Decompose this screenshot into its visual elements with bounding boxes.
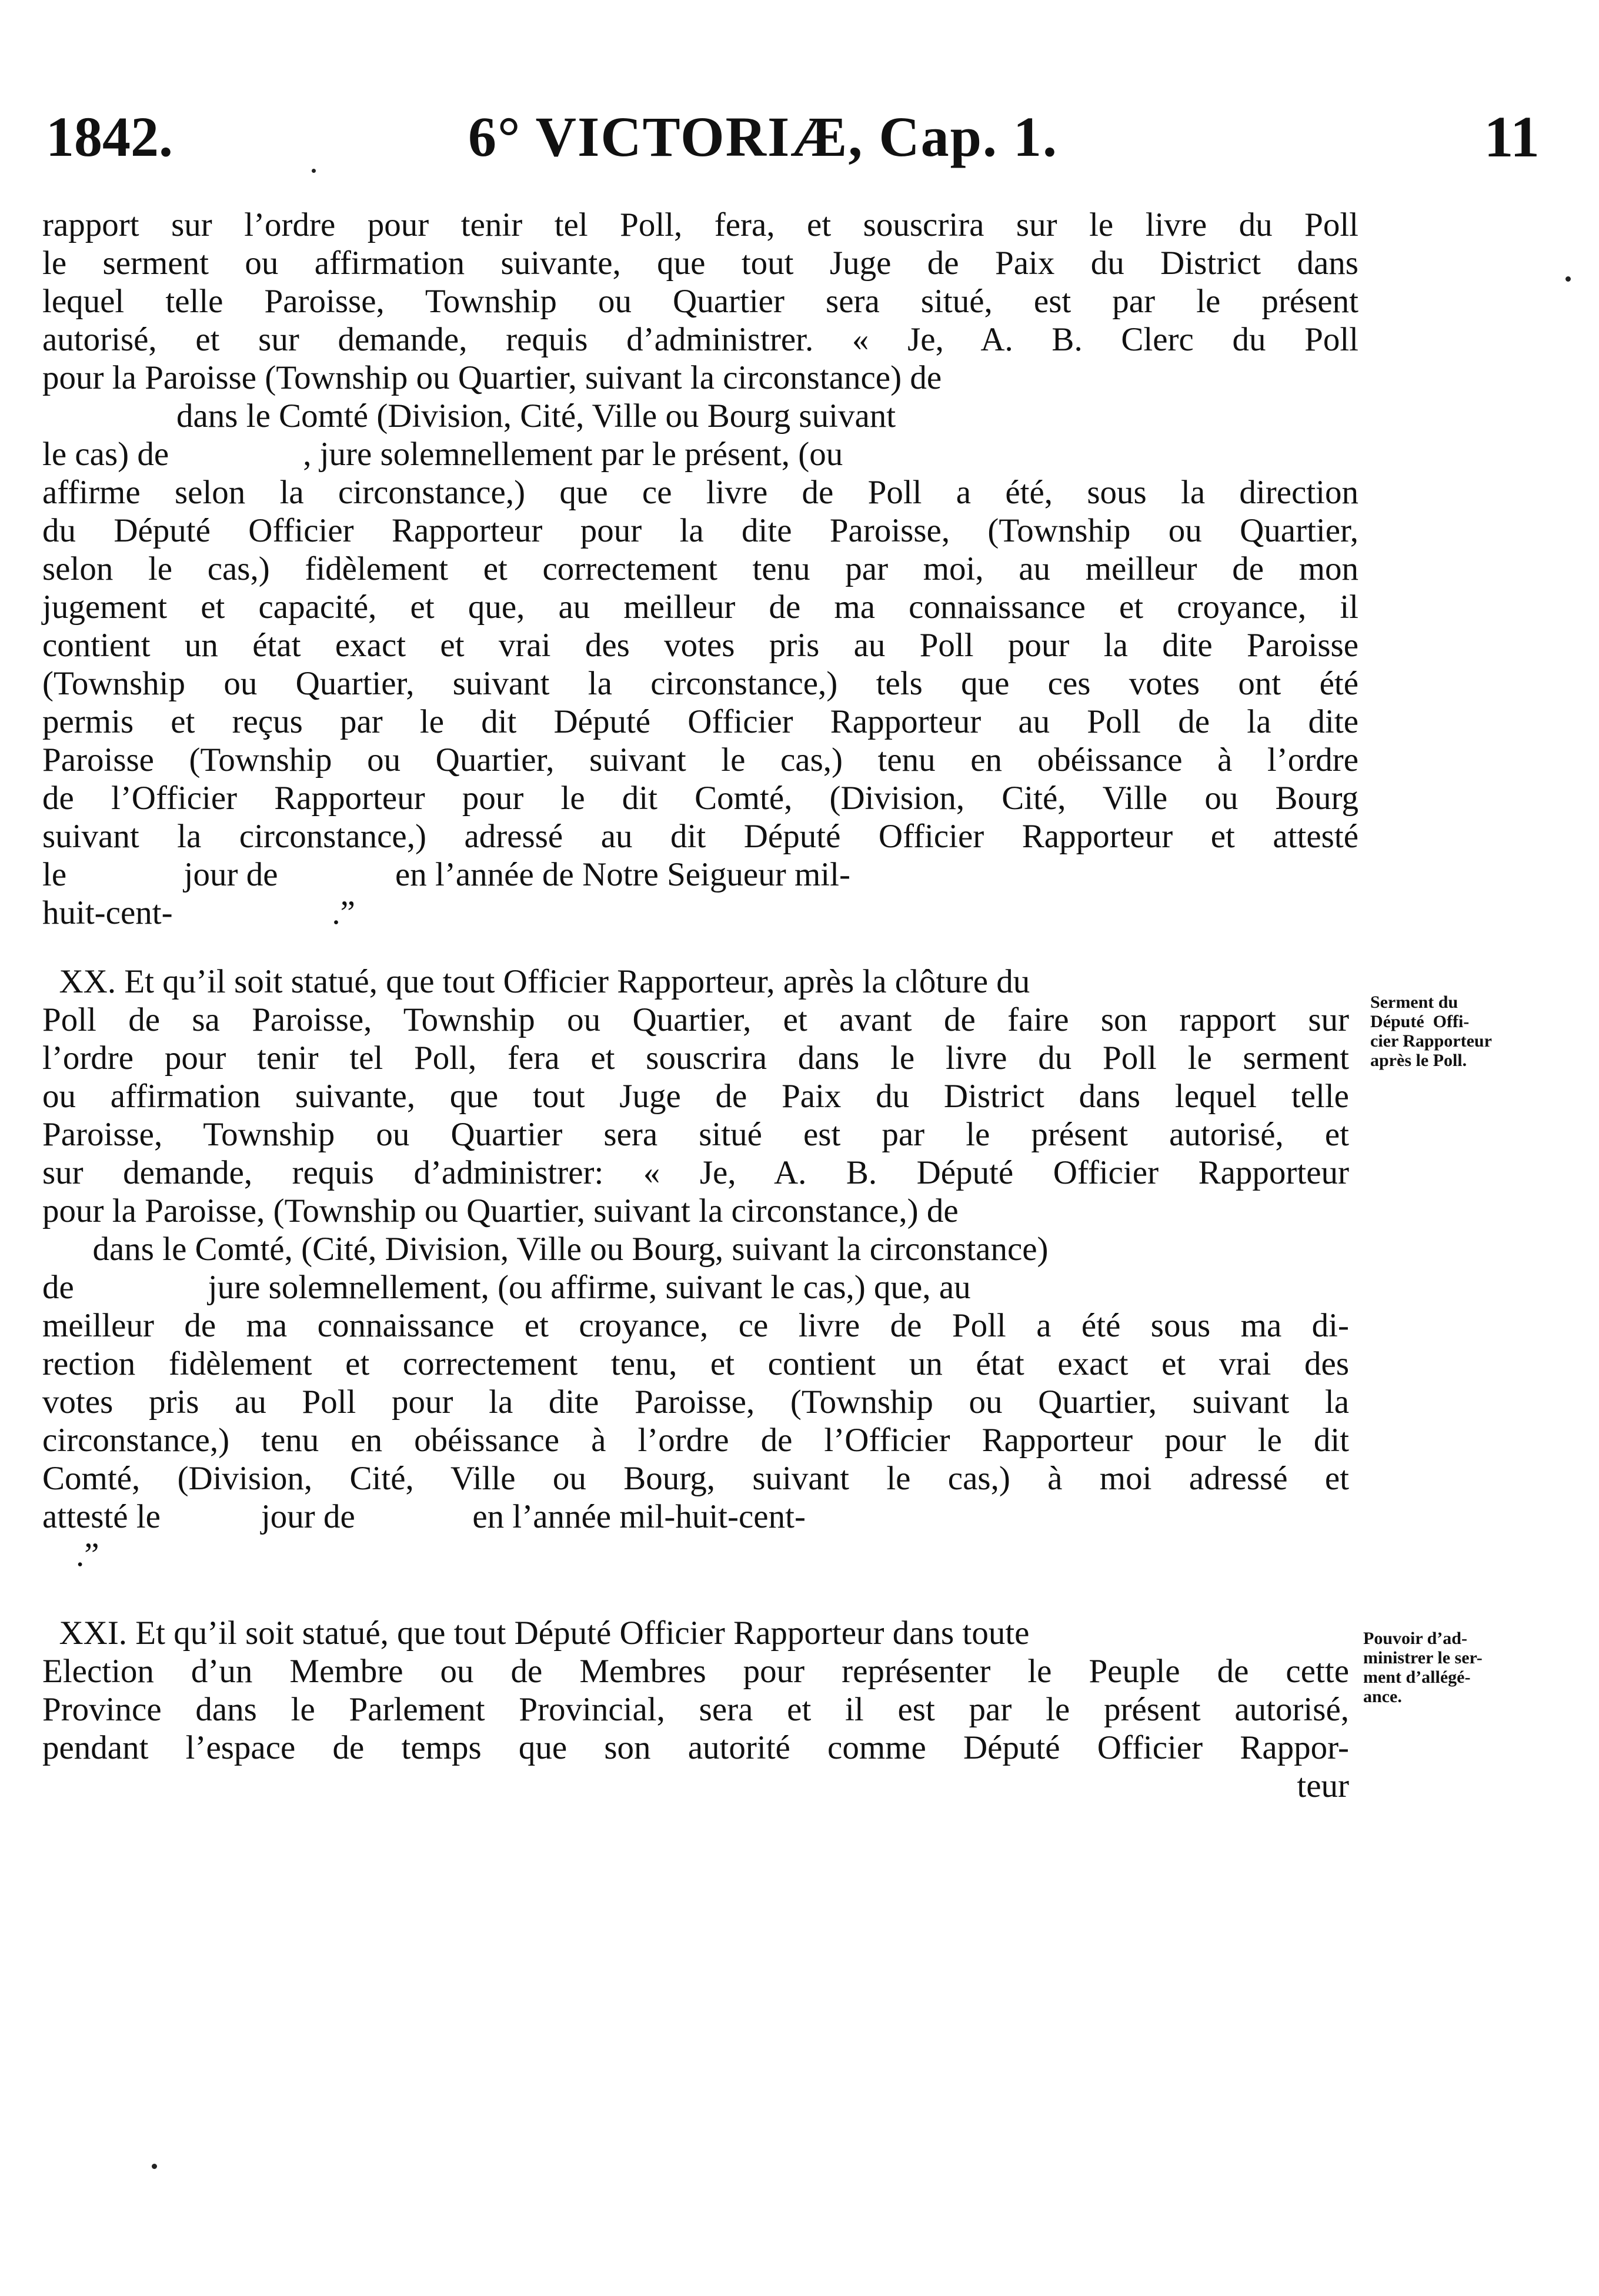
margin-note-line: Pouvoir d’ad- [1363, 1629, 1467, 1648]
margin-note-line: ment d’allégé- [1363, 1667, 1471, 1687]
text-line: dans le Comté, (Cité, Division, Ville ou Bourg, suivant la circonstance) [42, 1231, 1049, 1268]
section-heading-line: XXI. Et qu’il soit statué, que tout Député Officier Rapporteur dans toute [42, 1615, 1030, 1652]
section-xxi [42, 1614, 1349, 1805]
text-line: lequel telle Paroisse, Township ou Quartier sera situé, est par le présent [42, 283, 1358, 320]
margin-note-serment [1370, 992, 1492, 1070]
text-line: .” [42, 1536, 99, 1573]
text-line: circonstance,) tenu en obéissance à l’ordre de l’Officier Rapporteur pour le dit [42, 1422, 1349, 1459]
margin-note-line: cier Rapporteur [1370, 1031, 1492, 1051]
text-line: pour la Paroisse, (Township ou Quartier, suivant la circonstance,) de [42, 1192, 959, 1229]
text-line: rection fidèlement et correctement tenu, et contient un état exact et vrai des [42, 1345, 1349, 1382]
print-speck [1565, 276, 1571, 282]
margin-note-line: Serment du [1370, 992, 1458, 1012]
text-line: huit-cent- .” [42, 894, 355, 931]
header-title: 6° VICTORIÆ, Cap. 1. [468, 105, 1059, 168]
text-line: attesté le jour de en l’année mil-huit-cent- [42, 1498, 806, 1535]
margin-note-line: ance. [1363, 1687, 1402, 1706]
text-line: Comté, (Division, Cité, Ville ou Bourg, suivant le cas,) à moi adressé et [42, 1460, 1349, 1497]
margin-note-line: après le Poll. [1370, 1051, 1467, 1070]
text-line: le serment ou affirmation suivante, que tout Juge de Paix du District dans [42, 245, 1358, 282]
text-line: le cas) de , jure solemnellement par le présent, (ou [42, 436, 843, 473]
catchword: teur [1297, 1767, 1349, 1804]
text-line: selon le cas,) fidèlement et correctement tenu par moi, au meilleur de mon [42, 550, 1358, 587]
text-line: suivant la circonstance,) adressé au dit Député Officier Rapporteur et attesté [42, 818, 1358, 855]
text-line: autorisé, et sur demande, requis d’administrer. « Je, A. B. Clerc du Poll [42, 321, 1358, 358]
text-line: dans le Comté (Division, Cité, Ville ou Bourg suivant [42, 397, 896, 435]
text-line: l’ordre pour tenir tel Poll, fera et souscrira dans le livre du Poll le serment [42, 1040, 1349, 1077]
text-line: Paroisse, Township ou Quartier sera situé est par le présent autorisé, et [42, 1116, 1349, 1153]
text-line: Election d’un Membre ou de Membres pour représenter le Peuple de cette [42, 1653, 1349, 1690]
text-line: meilleur de ma connaissance et croyance, ce livre de Poll a été sous ma di- [42, 1307, 1349, 1344]
text-line: Poll de sa Paroisse, Township ou Quartier, et avant de faire son rapport sur [42, 1001, 1349, 1038]
text-line: pour la Paroisse (Township ou Quartier, suivant la circonstance) de [42, 359, 942, 396]
header-year: 1842. [46, 105, 173, 168]
text-line: le jour de en l’année de Notre Seigueur mil- [42, 856, 850, 893]
margin-note-line: Député Offi- [1370, 1012, 1470, 1031]
text-line: du Député Officier Rapporteur pour la dite Paroisse, (Township ou Quartier, [42, 512, 1358, 549]
page-header [46, 105, 1540, 169]
text-line: contient un état exact et vrai des votes pris au Poll pour la dite Paroisse [42, 627, 1358, 664]
text-line: jugement et capacité, et que, au meilleur de ma connaissance et croyance, il [42, 589, 1358, 626]
text-line: de l’Officier Rapporteur pour le dit Comté, (Division, Cité, Ville ou Bourg [42, 780, 1358, 817]
text-line: de jure solemnellement, (ou affirme, suivant le cas,) que, au [42, 1269, 971, 1306]
section-xx [42, 962, 1349, 1574]
print-speck [312, 169, 316, 173]
text-line: (Township ou Quartier, suivant la circonstance,) tels que ces votes ont été [42, 665, 1358, 702]
text-line: rapport sur l’ordre pour tenir tel Poll, fera, et souscrira sur le livre du Poll [42, 206, 1358, 243]
margin-note-line: ministrer le ser- [1363, 1648, 1483, 1667]
section-heading-line: XX. Et qu’il soit statué, que tout Officier Rapporteur, après la clôture du [42, 963, 1030, 1000]
text-line: pendant l’espace de temps que son autorité comme Député Officier Rappor- [42, 1729, 1349, 1766]
text-line: ou affirmation suivante, que tout Juge de Paix du District dans lequel telle [42, 1078, 1349, 1115]
text-line: sur demande, requis d’administrer: « Je, A. B. Député Officier Rapporteur [42, 1154, 1349, 1191]
margin-note-pouvoir [1363, 1629, 1483, 1706]
text-line: votes pris au Poll pour la dite Paroisse, (Township ou Quartier, suivant la [42, 1383, 1349, 1421]
text-line: permis et reçus par le dit Député Officier Rapporteur au Poll de la dite [42, 703, 1358, 740]
text-line: Province dans le Parlement Provincial, sera et il est par le présent autorisé, [42, 1691, 1349, 1728]
page-number: 11 [1484, 104, 1540, 169]
print-speck [152, 2164, 157, 2169]
text-line: Paroisse (Township ou Quartier, suivant le cas,) tenu en obéissance à l’ordre [42, 741, 1358, 778]
text-line: affirme selon la circonstance,) que ce livre de Poll a été, sous la direction [42, 474, 1358, 511]
section-continued [42, 206, 1358, 932]
